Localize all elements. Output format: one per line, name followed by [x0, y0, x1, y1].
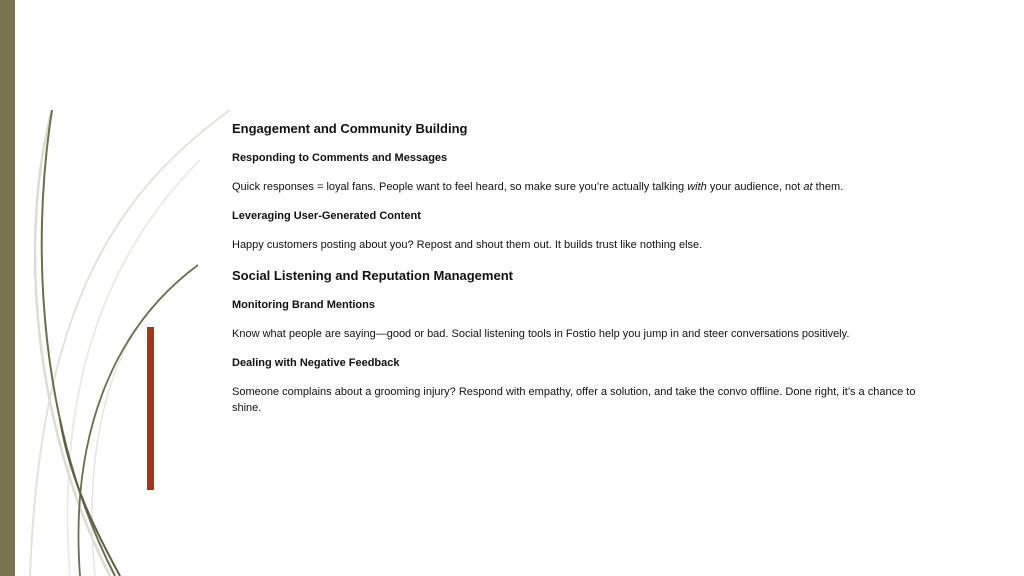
- decorative-curves: [0, 0, 260, 576]
- accent-bar: [147, 327, 154, 490]
- emphasis-with: with: [687, 181, 707, 193]
- paragraph-ugc: Happy customers posting about you? Repost and shout them out. It builds trust like nothing else.: [232, 239, 703, 251]
- paragraph-responding-part-b: your audience, not: [706, 181, 804, 193]
- paragraph-responding-part-c: them.: [812, 181, 844, 193]
- subheading-negative-feedback: Dealing with Negative Feedback: [232, 357, 400, 369]
- paragraph-responding-part-a: Quick responses = loyal fans. People want to feel heard, so make sure you’re actually talking: [232, 181, 688, 193]
- paragraph-monitoring: Know what people are saying—good or bad. Social listening tools in Fostio help you jump in and steer conversations positively.: [232, 328, 850, 340]
- section-title-engagement: Engagement and Community Building: [232, 121, 468, 136]
- subheading-ugc: Leveraging User-Generated Content: [232, 210, 421, 222]
- content-area: [232, 120, 932, 416]
- paragraph-negative-feedback: Someone complains about a grooming injury? Respond with empathy, offer a solution, and take the convo offline. Done right, it’s a chance to shine.: [232, 386, 916, 414]
- emphasis-at: at: [803, 181, 813, 193]
- section-title-social-listening: Social Listening and Reputation Management: [232, 268, 513, 283]
- subheading-responding: Responding to Comments and Messages: [232, 152, 448, 164]
- paragraph-responding: [232, 179, 932, 195]
- subheading-monitoring: Monitoring Brand Mentions: [232, 299, 375, 311]
